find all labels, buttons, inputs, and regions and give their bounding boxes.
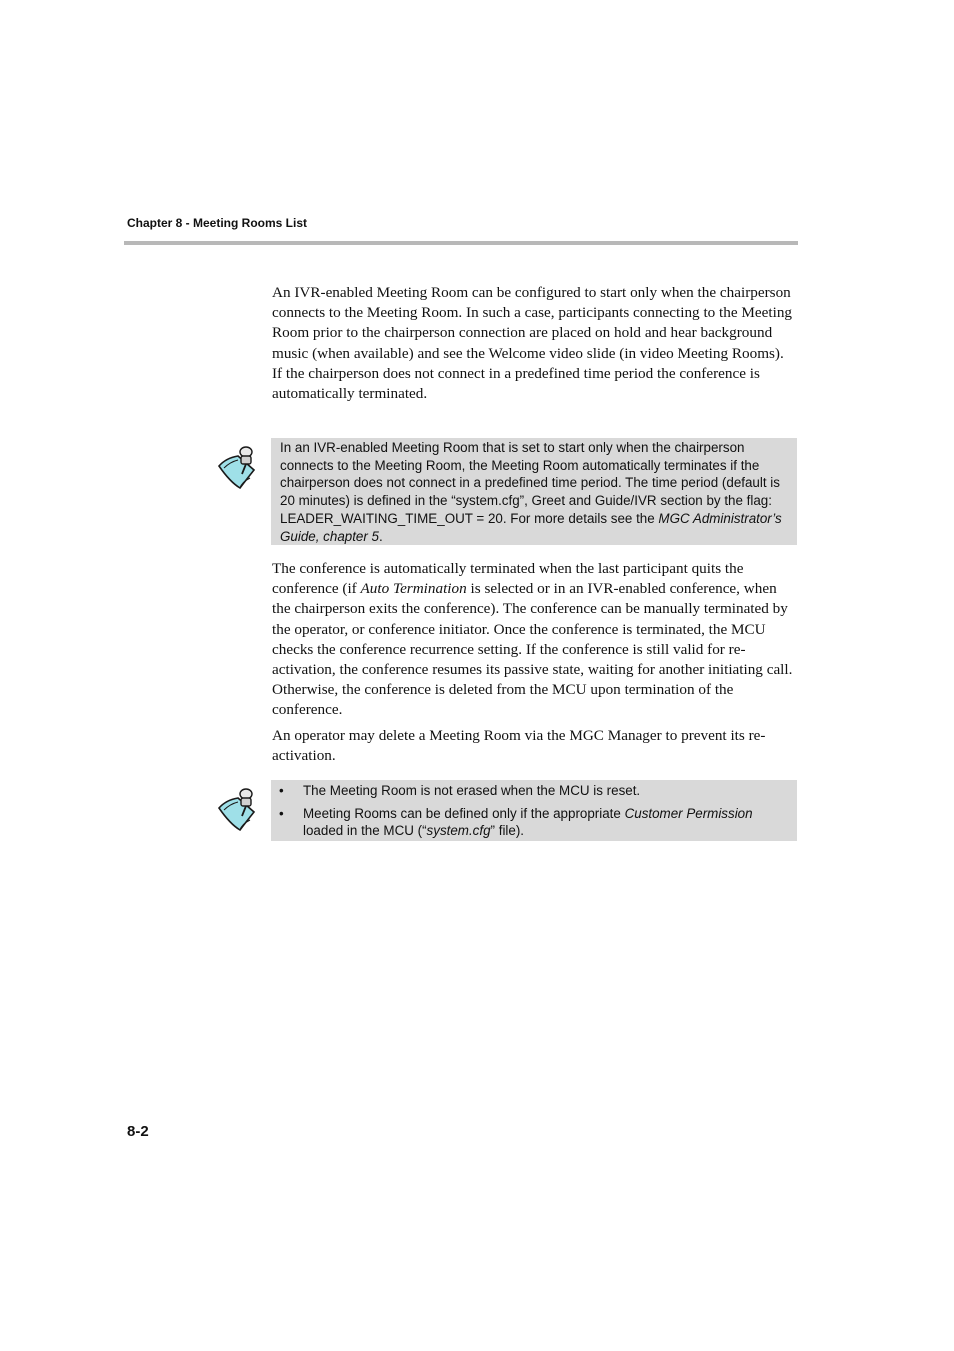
note-box-permissions <box>271 780 797 841</box>
system-cfg-term: system.cfg <box>426 823 491 839</box>
guide-reference: MGC Administrator’s Guide, chapter 5 <box>280 510 782 544</box>
auto-termination-term: Auto Termination <box>360 580 467 598</box>
note-text: In an IVR-enabled Meeting Room that is set to start only when the chairperson connects to the Meeting Room, the Meeting Room automatically terminates if the chairperson does not connect in a predefined time period. The time period (default is 20 minutes) is defined in the “system.cfg”, Greet and Guide/IVR section by the flag: LEADER_WAITING_TIME_OUT = 20. For more details see the MGC Administrator’s Guide, chapter 5. <box>280 440 782 544</box>
page-number: 8-2 <box>127 1123 149 1140</box>
paragraph-auto-termination: The conference is automatically terminated when the last participant quits the conference (if Auto Termination is selected or in an IVR-enabled conference, when the chairperson exits the conference). The conference can be manually terminated by the operator, or conference initiator. Once the conference is terminated, the MCU checks the conference recurrence setting. If the conference is still valid for re-activation, the conference resumes its passive state, waiting for another initiating call. Otherwise, the conference is deleted from the MCU upon termination of the conference. <box>272 560 793 719</box>
note-bullet-list <box>271 782 789 840</box>
paragraph-ivr-start: An IVR-enabled Meeting Room can be configured to start only when the chairperson connects to the Meeting Room. In such a case, participants connecting to the Meeting Room prior to the chairperson connection are placed on hold and hear background music (when available) and see the Welcome video slide (in video Meeting Rooms). If the chairperson does not connect in a predefined time period the conference is automatically terminated. <box>272 284 793 403</box>
paragraph-operator-delete: An operator may delete a Meeting Room via the MGC Manager to prevent its re-activation. <box>272 727 766 765</box>
customer-permission-term: Customer Permission <box>624 805 753 821</box>
header-divider <box>124 241 798 245</box>
list-item: • Meeting Rooms can be defined only if the appropriate Customer Permission loaded in the MCU (“system.cfg” file). <box>279 805 753 839</box>
list-item: • The Meeting Room is not erased when the MCU is reset. <box>279 783 641 798</box>
chapter-header: Chapter 8 - Meeting Rooms List <box>127 216 308 230</box>
note-pin-icon <box>216 444 260 490</box>
note-pin-icon <box>216 786 260 832</box>
note-box-chairperson <box>271 438 797 545</box>
